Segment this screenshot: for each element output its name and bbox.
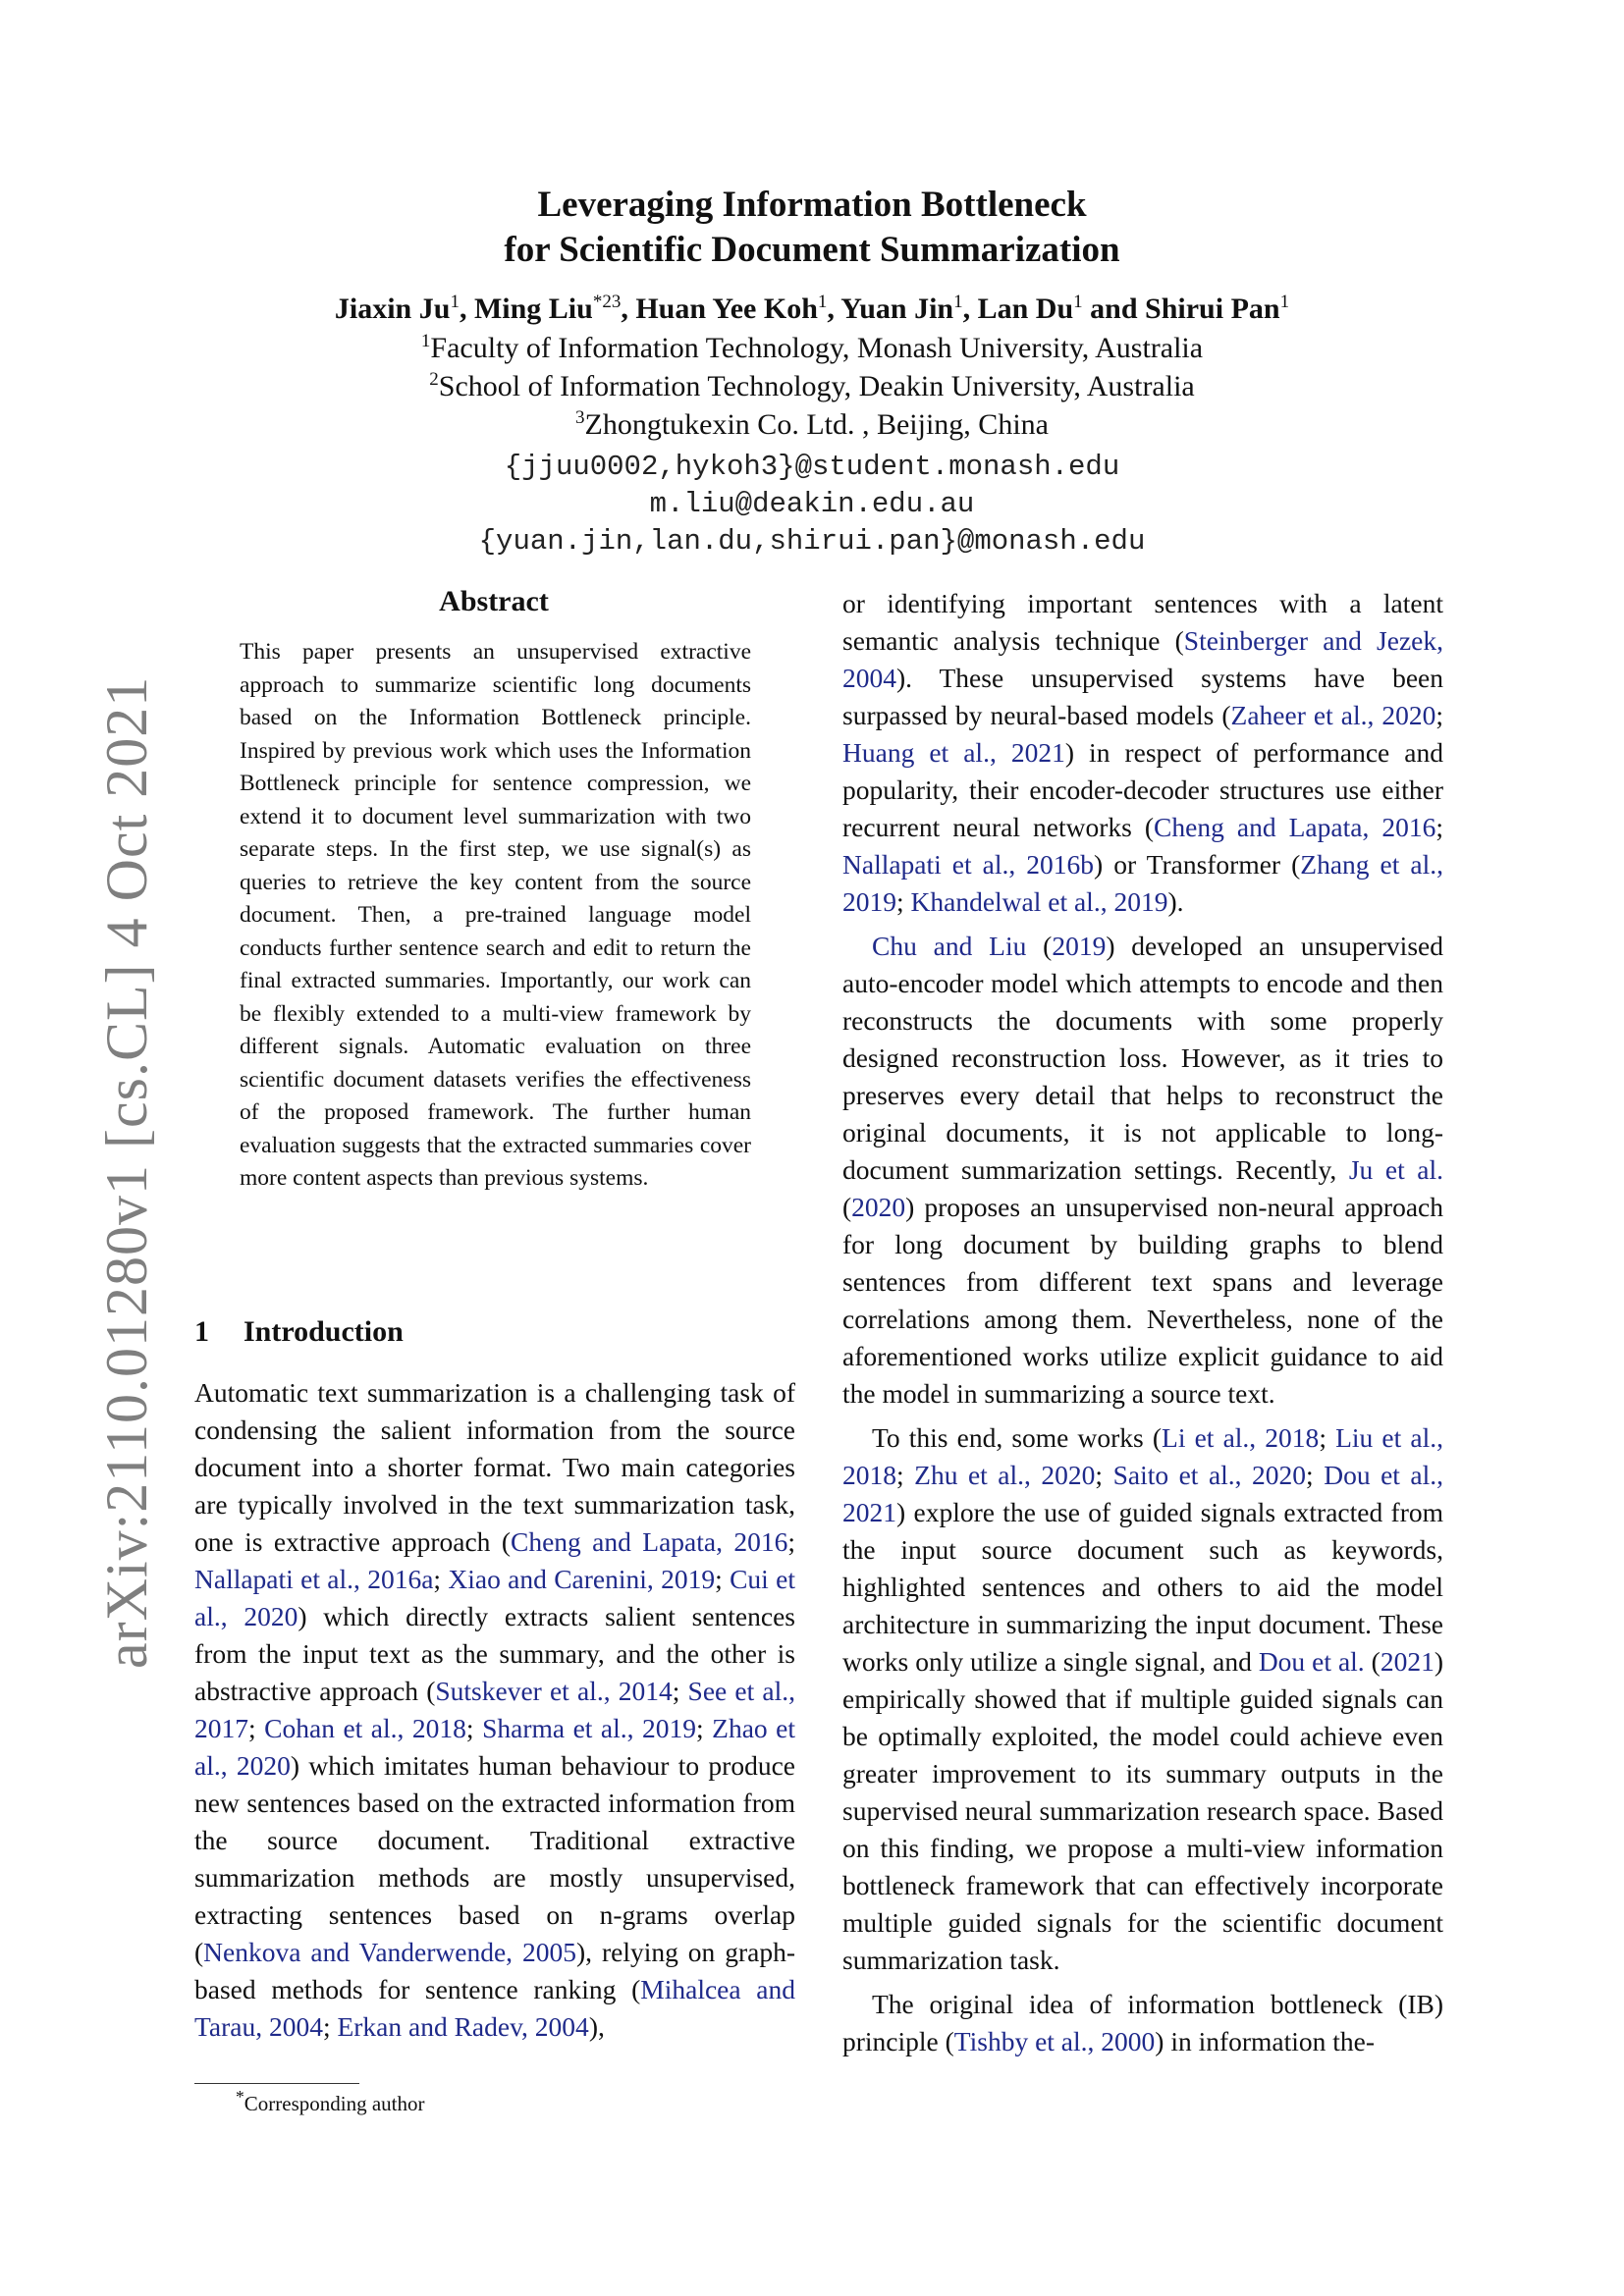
email-address: m.liu@deakin.edu.au [649,488,975,520]
author-separator: , [459,293,474,325]
paragraph-text: ; [248,1713,265,1743]
paragraph-text: To this end, some works ( [872,1422,1163,1453]
footnote [236,2087,424,2116]
citation-link[interactable]: Cohan et al., 2018 [264,1713,466,1743]
citation-link[interactable]: Nenkova and Vanderwende, 2005 [203,1937,576,1967]
author-affiliation-mark: *23 [592,292,622,312]
citation-link[interactable]: Dou et al., 2021 [842,1460,1444,1527]
citation-link[interactable]: 2019 [1052,931,1107,961]
left-column-body [194,1374,795,2046]
paragraph-text: ; [1435,812,1443,842]
citation-link[interactable]: Cheng and Lapata, 2016 [1154,812,1436,842]
body-paragraph [842,1986,1443,2060]
paragraph-text: ) proposes an unsupervised non-neural approach for long document by building graphs to blend sentences from different text spans and leverage correlations among them. Nevertheless, none of the aforementioned works utilize explicit guidance to aid the model in summarizing a source text. [842,1192,1443,1409]
paragraph-text: ; [672,1676,688,1706]
body-paragraph [842,1419,1443,1979]
affiliation-text: School of Information Technology, Deakin University, Australia [438,370,1195,402]
paragraph-text: ( [1364,1646,1380,1677]
citation-link[interactable]: Cui et al., 2020 [194,1564,795,1631]
paragraph-text: ) which imitates human behaviour to produce new sentences based on the extracted information from the source document. Traditional extractive summarization methods are mostly unsupervised, extracting sentences based on n-grams overlap ( [194,1750,795,1967]
affiliation-mark: 2 [429,369,439,390]
affiliation-line [0,369,1624,403]
paragraph-text: ; [1319,1422,1336,1453]
paragraph-text: ; [433,1564,449,1594]
affiliation-line [0,407,1624,442]
title-line-2: for Scientific Document Summarization [504,230,1120,270]
citation-link[interactable]: Cheng and Lapata, 2016 [510,1526,788,1557]
footnote-mark: * [236,2087,244,2107]
author-list [0,292,1624,326]
author-name: Lan Du [977,293,1074,325]
author-separator: , [827,293,841,325]
citation-link[interactable]: Erkan and Radev, 2004 [337,2011,589,2042]
citation-link[interactable]: 2021 [1380,1646,1435,1677]
author-separator: and [1082,293,1146,325]
body-paragraph [842,928,1443,1413]
paragraph-text: ; [465,1713,483,1743]
affiliation-text: Zhongtukexin Co. Ltd. , Beijing, China [584,408,1049,441]
citation-link[interactable]: Steinberger and Jezek, 2004 [842,625,1443,693]
citation-link[interactable]: Mihalcea and Tarau, 2004 [194,1974,795,2042]
paragraph-text: The original idea of information bottleneck (IB) principle ( [842,1989,1443,2056]
citation-link[interactable]: Nallapati et al., 2016b [842,849,1095,880]
paragraph-text: ; [696,1713,713,1743]
paragraph-text: ), relying on graph-based methods for sentence ranking ( [194,1937,795,2004]
paragraph-text: ). [1167,886,1184,917]
citation-link[interactable]: 2020 [851,1192,906,1222]
paragraph-text: Automatic text summarization is a challenging task of condensing the salient information from the source document into a shorter format. Two main categories are typically involved in the text summarization task, one is extractive approach ( [194,1377,795,1557]
author-name: Huan Yee Koh [635,293,818,325]
citation-link[interactable]: Dou et al. [1258,1646,1365,1677]
body-paragraph [842,585,1443,921]
author-affiliation-mark: 1 [450,292,460,312]
body-paragraph [194,1374,795,2046]
citation-link[interactable]: Tishby et al., 2000 [953,2026,1156,2056]
citation-link[interactable]: Zaheer et al., 2020 [1230,700,1436,730]
paragraph-text: ) in respect of performance and popularity, their encoder-decoder structures use either recurrent neural networks ( [842,737,1443,842]
email-address: {yuan.jin,lan.du,shirui.pan}@monash.edu [478,525,1146,558]
affiliation-mark: 1 [420,331,431,351]
paragraph-text: or identifying important sentences with a latent semantic analysis technique ( [842,588,1443,656]
author-affiliation-mark: 1 [1279,292,1290,312]
paragraph-text: ; [1095,1460,1113,1490]
title-line-1: Leveraging Information Bottleneck [537,185,1087,225]
author-name: Ming Liu [473,293,593,325]
paragraph-text: ). These unsupervised systems have been surpassed by neural-based models ( [842,663,1443,730]
paragraph-text: ) empirically showed that if multiple guided signals can be optimally exploited, the model could achieve even greater improvement to its summary outputs in the supervised neural summarization research space. Based on this finding, we propose a multi-view information bottleneck framework that can effectively incorporate multiple guided signals for the scientific document summarization task. [842,1646,1443,1975]
citation-link[interactable]: Saito et al., 2020 [1112,1460,1307,1490]
citation-link[interactable]: Li et al., 2018 [1162,1422,1320,1453]
affiliation-text: Faculty of Information Technology, Monash University, Australia [430,332,1204,364]
abstract-body: This paper presents an unsupervised extractive approach to summarize scientific long documents based on the Information Bottleneck principle. Inspired by previous work which uses the Information Bottleneck principle for sentence compression, we extend it to document level summarization with two separate steps. In the first step, we use signal(s) as queries to retrieve the key content from the source document. Then, a pre-trained language model conducts further sentence search and edit to return the final extracted summaries. Importantly, our work can be flexibly extended to a multi-view framework by different signals. Automatic evaluation on three scientific document datasets verifies the effectiveness of the proposed framework. The further human evaluation suggests that the extracted summaries cover more content aspects than previous systems. [240,639,751,1191]
footnote-text: Corresponding author [244,2092,425,2115]
paragraph-text: ) explore the use of guided signals extracted from the input source document such as keywords, highlighted sentences and others to aid the model architecture in summarizing the input document. These works only utilize a single signal, and [842,1497,1443,1677]
paragraph-text: ; [896,886,911,917]
citation-link[interactable]: Zhu et al., 2020 [914,1460,1096,1490]
paragraph-text: ( [1026,931,1053,961]
author-name: Shirui Pan [1145,293,1280,325]
abstract-heading: Abstract [439,585,549,617]
section-heading [194,1315,404,1349]
paragraph-text: ) developed an unsupervised auto-encoder model which attempts to encode and then reconstructs the documents with some properly designed reconstruction loss. However, as it tries to preserves every detail that helps to reconstruct the original documents, it is not applicable to long-document summarization settings. Recently, [842,931,1443,1185]
paragraph-text: ) in information the- [1155,2026,1376,2056]
citation-link[interactable]: Xiao and Carenini, 2019 [448,1564,716,1594]
paper-title [0,183,1624,273]
email-address: {jjuu0002,hykoh3}@student.monash.edu [504,451,1120,483]
citation-link[interactable]: Sutskever et al., 2014 [435,1676,673,1706]
citation-link[interactable]: Sharma et al., 2019 [482,1713,697,1743]
citation-link[interactable]: Zhang et al., 2019 [842,849,1443,917]
section-number: 1 [194,1315,209,1348]
paragraph-text: ), [588,2011,605,2042]
citation-link[interactable]: Huang et al., 2021 [842,737,1065,768]
affiliation-mark: 3 [575,407,585,428]
paragraph-text: ; [1435,700,1443,730]
arxiv-identifier-stamp: arXiv:2110.01280v1 [cs.CL] 4 Oct 2021 [94,675,159,1669]
paragraph-text: ) which directly extracts salient sentences from the input text as the summary, and the other is abstractive approach ( [194,1601,795,1706]
author-name: Yuan Jin [840,293,954,325]
right-column-body [842,585,1443,2060]
footnote-rule [194,2083,359,2084]
paragraph-text: ; [1306,1460,1325,1490]
citation-link[interactable]: Ju et al. [1348,1154,1443,1185]
paragraph-text: ( [842,1192,852,1222]
author-affiliation-mark: 1 [817,292,828,312]
section-title: Introduction [244,1315,404,1348]
paragraph-text: ; [322,2011,338,2042]
paragraph-text: ; [787,1526,796,1557]
citation-link[interactable]: See et al., 2017 [194,1676,795,1743]
paragraph-text: ; [715,1564,731,1594]
author-affiliation-mark: 1 [1073,292,1083,312]
paragraph-text: ) or Transformer ( [1094,849,1301,880]
author-separator: , [962,293,978,325]
citation-link[interactable]: Nallapati et al., 2016a [194,1564,434,1594]
author-separator: , [621,293,636,325]
author-name: Jiaxin Ju [334,293,451,325]
citation-link[interactable]: Khandelwal et al., 2019 [910,886,1168,917]
citation-link[interactable]: Liu et al., 2018 [842,1422,1443,1490]
citation-link[interactable]: Chu and Liu [872,931,1027,961]
author-affiliation-mark: 1 [953,292,963,312]
paragraph-text: ; [896,1460,915,1490]
affiliation-line [0,331,1624,365]
citation-link[interactable]: Zhao et al., 2020 [194,1713,796,1781]
